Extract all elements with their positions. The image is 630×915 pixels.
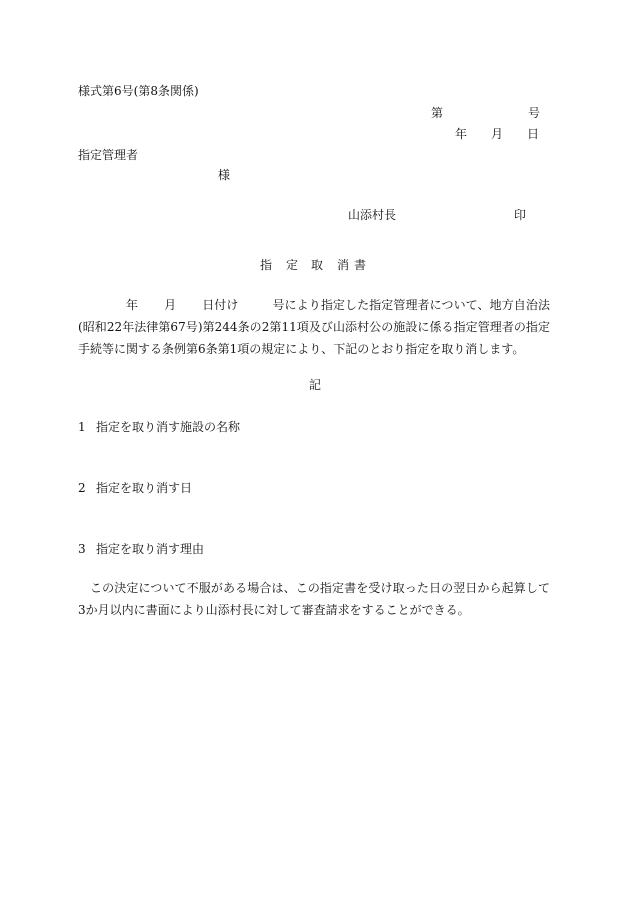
item-label: 指定を取り消す理由	[96, 542, 205, 556]
item-label: 指定を取り消す日	[96, 481, 193, 495]
date-year: 年	[455, 127, 468, 141]
title-char-5: 書	[354, 258, 367, 272]
item-revocation-reason	[78, 542, 204, 556]
title-char-1: 指	[260, 258, 273, 272]
ki-heading: 記	[309, 378, 322, 392]
item-number: 1	[78, 420, 86, 434]
number-prefix: 第	[431, 106, 444, 120]
item-number: 2	[78, 481, 86, 495]
body-lead-year: 年	[126, 298, 139, 312]
date-day: 日	[527, 127, 540, 141]
item-number: 3	[78, 542, 86, 556]
item-label: 指定を取り消す施設の名称	[96, 420, 241, 434]
item-revocation-date	[78, 481, 192, 495]
issuer-name: 山添村長	[348, 208, 397, 222]
body-text: 号により指定した指定管理者について、地方自治法(昭和22年法律第67号)第244条の2第11項及び山添村公の施設に係る指定管理者の指定手続等に関する条例第6条第1項の規定により、下記のとおり指定を取り消します。	[78, 298, 550, 356]
number-suffix: 号	[528, 106, 541, 120]
addressee-honorific: 様	[218, 168, 231, 182]
appeal-notice: この決定について不服がある場合は、この指定書を受け取った日の翌日から起算して3か月以内に書面により山添村長に対して審査請求をすることができる。	[78, 581, 550, 617]
title-char-4: 消	[337, 258, 350, 272]
addressee-title: 指定管理者	[78, 148, 139, 162]
item-facility-name	[78, 420, 240, 434]
body-lead-dated: 日付け	[202, 298, 239, 312]
title-char-2: 定	[286, 258, 299, 272]
date-month: 月	[491, 127, 504, 141]
issuer-seal: 印	[514, 208, 527, 222]
body-lead-month: 月	[164, 298, 177, 312]
form-label: 様式第6号(第8条関係)	[78, 84, 199, 98]
title-char-3: 取	[311, 258, 324, 272]
body-paragraph	[78, 294, 550, 360]
